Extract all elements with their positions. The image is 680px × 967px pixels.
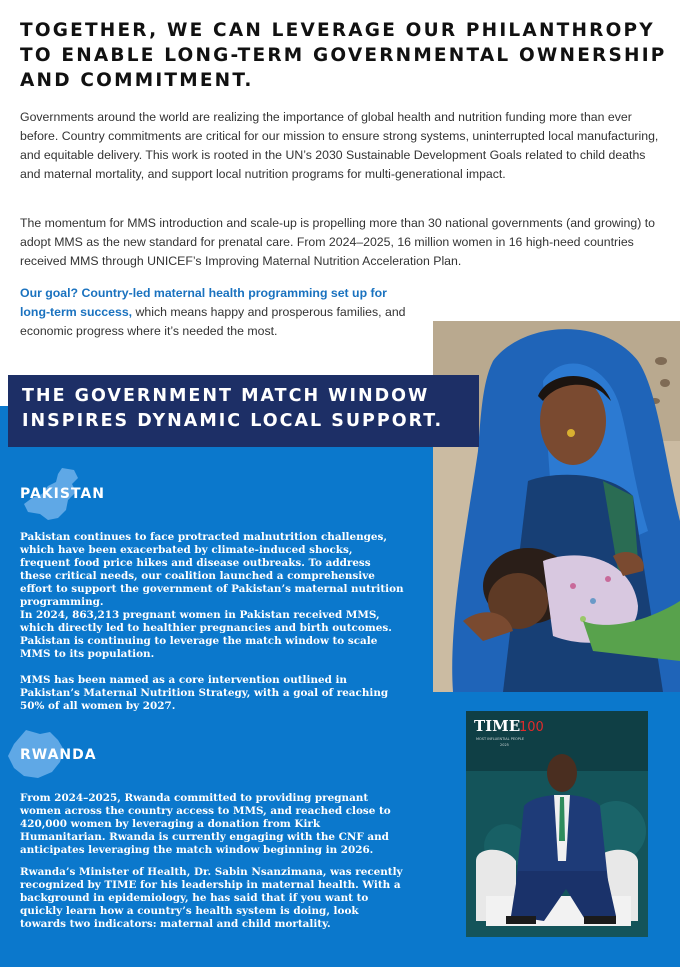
- pakistan-heading: PAKISTAN: [20, 486, 105, 502]
- goal-highlight: Our goal? Country-led maternal health programming set up for long-term success,: [20, 286, 387, 319]
- pakistan-paragraph-1: Pakistan continues to face protracted malnutrition challenges, which have been exacerbated by climate-induced shocks, frequent food price hikes and disease outbreaks. To address these critical needs, our coalition launched a comprehensive effort to support the government of Pakistan’s maternal nutrition programming.: [20, 531, 404, 608]
- government-match-banner: THE GOVERNMENT MATCH WINDOW INSPIRES DYNAMIC LOCAL SUPPORT.: [8, 375, 479, 447]
- pakistan-paragraph-3: MMS has been named as a core intervention outlined in Pakistan’s Maternal Nutrition Strategy, with a goal of reaching 50% of all women by 2027.: [20, 674, 389, 712]
- rwanda-heading: RWANDA: [20, 747, 97, 763]
- time-logo-word: TIME: [474, 717, 521, 735]
- goal-rest: which means happy and prosperous families, and economic progress where it’s needed the most.: [20, 305, 406, 338]
- goal-paragraph: [20, 284, 420, 341]
- time-logo-year: 2025: [500, 743, 509, 747]
- minister-time100-photo: [466, 711, 648, 937]
- time-logo-subtitle: MOST INFLUENTIAL PEOPLE: [476, 737, 525, 741]
- page-headline: TOGETHER, WE CAN LEVERAGE OUR PHILANTHROPY TO ENABLE LONG-TERM GOVERNMENTAL OWNERSHIP AND COMMITMENT.: [20, 20, 667, 91]
- pakistan-paragraph-2: In 2024, 863,213 pregnant women in Pakistan received MMS, which directly led to healthier pregnancies and birth outcomes. Pakistan is continuing to leverage the match window to scale MMS to its population.: [20, 609, 392, 660]
- rwanda-paragraph-1: From 2024–2025, Rwanda committed to providing pregnant women across the country access to MMS, and reached close to 420,000 women by leveraging a donation from Kirk Humanitarian. Rwanda is currently engaging with the CNF and anticipates leveraging the match window beginning in 2026.: [20, 792, 391, 856]
- intro-paragraph-1: Governments around the world are realizing the importance of global health and nutrition funding more than ever before. Country commitments are critical for our mission to ensure strong systems, uninterrupted local manufacturing, and equitable delivery. This work is rooted in the UN’s 2030 Sustainable Development Goals related to child deaths and maternal mortality, and support local nutrition programs for multi-generational impact.: [20, 110, 659, 181]
- intro-paragraph-2: The momentum for MMS introduction and scale-up is propelling more than 30 national governments (and growing) to adopt MMS as the new standard for prenatal care. From 2024–2025, 16 million women in 16 high-need countries received MMS through UNICEF’s Improving Maternal Nutrition Acceleration Plan.: [20, 216, 655, 268]
- time-logo-number: 100: [519, 720, 544, 735]
- rwanda-paragraph-2: Rwanda’s Minister of Health, Dr. Sabin Nsanzimana, was recently recognized by TIME for his leadership in maternal health. With a background in epidemiology, he has said that if you want to quickly learn how a country’s health system is doing, look towards two indicators: maternal and child mortality.: [20, 866, 403, 930]
